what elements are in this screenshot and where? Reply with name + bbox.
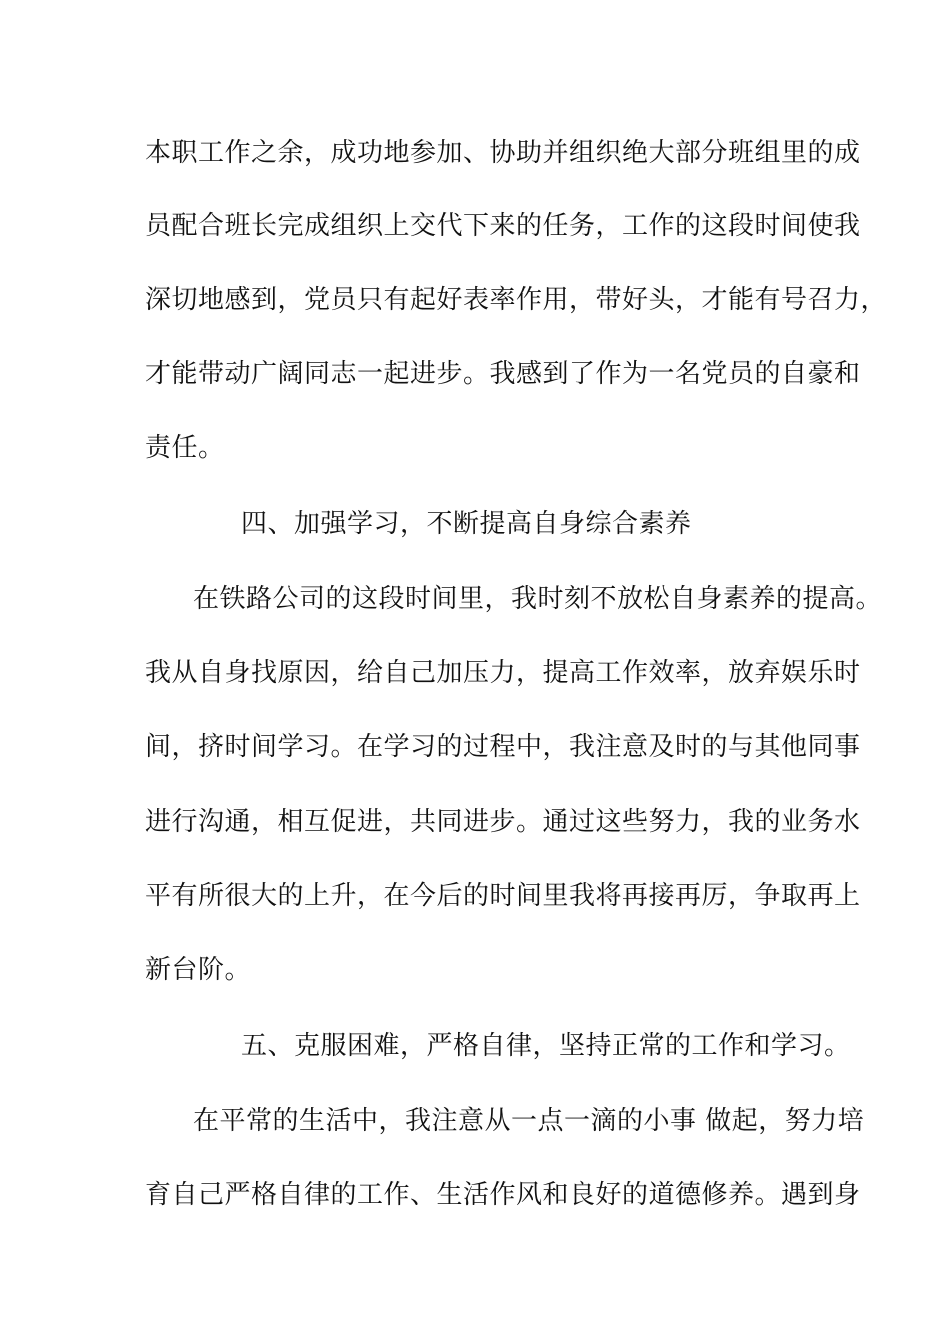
paragraph-line: 平有所很大的上升，在今后的时间里我将再接再厉，争取再上 — [145, 881, 861, 911]
paragraph-line: 新台阶。 — [145, 955, 252, 985]
paragraph-line: 员配合班长完成组织上交代下来的任务，工作的这段时间使我 — [145, 211, 861, 241]
paragraph-line: 在铁路公司的这段时间里，我时刻不放松自身素养的提高。 — [193, 584, 883, 614]
paragraph-line: 间，挤时间学习。在学习的过程中，我注意及时的与其他同事 — [145, 732, 861, 762]
section-heading: 五、克服困难，严格自律，坚持正常的工作和学习。 — [241, 1031, 851, 1061]
paragraph-line: 进行沟通，相互促进，共同进步。通过这些努力，我的业务水 — [145, 807, 861, 837]
paragraph-line: 我从自身找原因，给自己加压力，提高工作效率，放弃娱乐时 — [145, 658, 861, 688]
section-heading: 四、加强学习，不断提高自身综合素养 — [241, 509, 692, 539]
paragraph-line: 在平常的生活中，我注意从一点一滴的小事 做起，努力培 — [193, 1106, 865, 1136]
paragraph-line: 责任。 — [145, 433, 225, 463]
paragraph-line: 本职工作之余，成功地参加、协助并组织绝大部分班组里的成 — [145, 138, 861, 168]
paragraph-line: 深切地感到，党员只有起好表率作用，带好头，才能有号召力， — [145, 285, 888, 315]
paragraph-line: 育自己严格自律的工作、生活作风和良好的道德修养。遇到身 — [145, 1180, 861, 1210]
paragraph-line: 才能带动广阔同志一起进步。我感到了作为一名党员的自豪和 — [145, 359, 861, 389]
